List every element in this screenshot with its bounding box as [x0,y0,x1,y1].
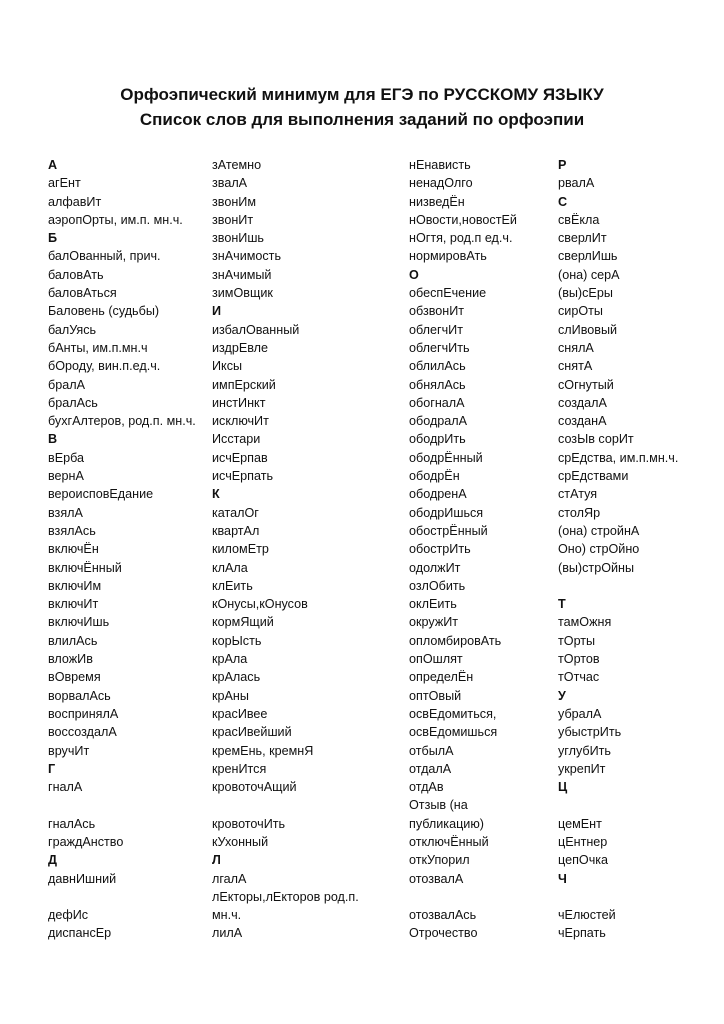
word-entry: кУхонный [212,834,269,849]
word-entry: вЕрба [48,450,85,465]
word-entry: граждАнство [48,834,124,849]
word-entry: ободренА [409,487,467,502]
word-entry: отозвалАсь [409,908,477,923]
word-entry: Отзыв (на [409,798,468,813]
letter-heading: Л [212,853,221,868]
word-entry: стАтуя [558,487,598,502]
word-entry: гналАсь [48,816,96,831]
word-entry: вручИт [48,743,90,758]
word-entry: квартАл [212,523,260,538]
word-entry: откУпорил [409,853,470,868]
word-entry: (вы)стрОйны [558,560,635,575]
word-entry: кремЕнь, кремнЯ [212,743,314,758]
word-entry: киломЕтр [212,542,269,557]
word-entry: снятА [558,359,593,374]
word-entry: исключИт [212,414,269,429]
word-entry: облилАсь [409,359,466,374]
word-entry: обострЁнный [409,523,488,538]
word-entry: нормировАть [409,249,487,264]
word-entry: звонИм [212,194,256,209]
word-entry: обогналА [409,395,465,410]
word-entry: тОрты [558,633,596,648]
word-entry: создалА [558,395,607,410]
word-entry: алфавИт [48,194,102,209]
word-entry: включИм [48,578,102,593]
word-entry: вероисповЕдание [48,487,154,502]
word-entry: вложИв [48,652,93,667]
letter-heading: Т [558,597,566,612]
letter-heading: У [558,688,566,703]
word-entry: бралА [48,377,85,392]
blank-row [212,796,404,814]
word-entry: обеспЕчение [409,286,487,301]
word-entry: бралАсь [48,395,98,410]
word-entry: озлОбить [409,578,466,593]
word-entry: бОроду, вин.п.ед.ч. [48,359,161,374]
word-entry: сверлИт [558,231,607,246]
word-column-3 [409,156,554,943]
word-entry: одолжИт [409,560,461,575]
word-entry: низведЁн [409,194,465,209]
word-entry: сверлИшь [558,249,618,264]
word-entry: включЁнный [48,560,122,575]
word-entry: вОвремя [48,670,101,685]
word-entry: клЕить [212,578,253,593]
word-entry: цепОчка [558,853,609,868]
word-entry: Иксы [212,359,243,374]
word-entry: баловАться [48,286,117,301]
word-column-4 [558,156,718,943]
word-entry: (она) серА [558,267,620,282]
word-entry: отключЁнный [409,834,489,849]
letter-heading: Г [48,761,56,776]
word-entry: воссоздалА [48,725,117,740]
word-entry: освЕдомиться, [409,706,497,721]
word-entry: клАла [212,560,248,575]
word-entry: (вы)сЕры [558,286,613,301]
word-entry: опОшлят [409,652,463,667]
word-entry: инстИнкт [212,395,266,410]
word-entry: знАчимый [212,267,272,282]
letter-heading: В [48,432,58,447]
word-entry: Отрочество [409,926,478,941]
word-entry: углубИть [558,743,611,758]
word-entry: опломбировАть [409,633,502,648]
word-entry: чЕрпать [558,926,606,941]
letter-heading: Ц [558,780,568,795]
letter-heading: Б [48,231,58,246]
word-entry: балУясь [48,322,97,337]
word-entry: красИвее [212,706,268,721]
word-entry: звонИт [212,212,254,227]
word-entry: гналА [48,780,83,795]
blank-row [558,577,718,595]
letter-heading: Д [48,853,57,868]
word-entry: свЁкла [558,212,600,227]
word-entry: включИшь [48,615,110,630]
word-entry: кровоточИть [212,816,286,831]
word-entry: столЯр [558,505,601,520]
page-title: Орфоэпический минимум для ЕГЭ по РУССКОМУ ЯЗЫКУ [120,85,604,104]
word-entry: ободрИшься [409,505,484,520]
word-entry: ободрИть [409,432,466,447]
word-entry: цемЕнт [558,816,602,831]
word-entry: красИвейший [212,725,292,740]
word-entry: мн.ч. [212,908,242,923]
word-column-2 [212,156,404,943]
word-entry: снялА [558,340,594,355]
blank-row [48,796,208,814]
word-column-1 [48,156,208,943]
word-entry: освЕдомишься [409,725,498,740]
word-entry: корЫсть [212,633,262,648]
word-entry: дефИс [48,908,89,923]
word-entry: зАтемно [212,158,262,172]
letter-heading: И [212,304,222,319]
word-entry: окружИт [409,615,459,630]
letter-heading: Р [558,158,567,172]
word-entry: исчЕрпать [212,469,274,484]
word-entry: крАлась [212,670,261,685]
word-entry: включИт [48,597,99,612]
word-entry: ободрЁнный [409,450,483,465]
word-entry: бухгАлтеров, род.п. мн.ч. [48,414,196,429]
word-entry: избалОванный [212,322,300,337]
word-entry: рвалА [558,176,595,191]
word-entry: аэропОрты, им.п. мн.ч. [48,212,183,227]
word-entry: бАнты, им.п.мн.ч [48,340,148,355]
word-entry: звонИшь [212,231,264,246]
word-entry: кОнусы,кОнусов [212,597,308,612]
word-entry: нЕнависть [409,158,471,172]
word-entry: обзвонИт [409,304,465,319]
word-entry: оптОвый [409,688,462,703]
word-entry: оклЕить [409,597,457,612]
word-entry: Оно) стрОйно [558,542,640,557]
word-entry: отдалА [409,761,452,776]
word-entry: (она) стройнА [558,523,640,538]
word-entry: крАла [212,652,248,667]
letter-heading: А [48,158,58,172]
word-entry: цЕнтнер [558,834,608,849]
letter-heading: Ч [558,871,567,886]
word-entry: слИвовый [558,322,618,337]
word-entry: балОванный, прич. [48,249,161,264]
word-entry: влилАсь [48,633,98,648]
word-entry: нОгтя, род.п ед.ч. [409,231,513,246]
word-entry: кренИтся [212,761,267,776]
word-entry: срЕдства, им.п.мн.ч. [558,450,679,465]
blank-row [558,796,718,814]
word-entry: чЕлюстей [558,908,616,923]
word-entry: отозвалА [409,871,464,886]
word-entry: включЁн [48,542,99,557]
word-entry: срЕдствами [558,469,629,484]
word-entry: лилА [212,926,243,941]
word-entry: взялА [48,505,83,520]
word-entry: исчЕрпав [212,450,268,465]
word-entry: издрЕвле [212,340,269,355]
word-entry: убралА [558,706,602,721]
word-entry: агЕнт [48,176,81,191]
page-subtitle: Список слов для выполнения заданий по орфоэпии [139,110,585,129]
letter-heading: С [558,194,568,209]
blank-row [409,888,554,906]
word-entry: обнялАсь [409,377,466,392]
word-entry: облегчИт [409,322,463,337]
word-entry: сирОты [558,304,603,319]
word-entry: знАчимость [212,249,282,264]
word-entry: каталОг [212,505,259,520]
word-entry: ненадОлго [409,176,473,191]
word-entry: публикацию) [409,816,484,831]
word-entry: отдАв [409,780,444,795]
word-entry: убыстрИть [558,725,622,740]
letter-heading: О [409,267,419,282]
word-entry: Исстари [212,432,261,447]
word-entry: облегчИть [409,340,470,355]
blank-row [558,888,718,906]
blank-row [48,888,208,906]
word-entry: звалА [212,176,248,191]
word-entry: взялАсь [48,523,96,538]
word-entry: Баловень (судьбы) [48,304,160,319]
word-entry: тОртов [558,652,600,667]
word-entry: укрепИт [558,761,606,776]
word-entry: давнИшний [48,871,117,886]
word-entry: диспансЕр [48,926,112,941]
word-entry: определЁн [409,670,474,685]
word-entry: созданА [558,414,607,429]
word-entry: обострИть [409,542,471,557]
word-entry: воспринялА [48,706,119,721]
letter-heading: К [212,487,220,502]
word-entry: лЕкторы,лЕкторов род.п. [212,889,359,904]
word-entry: ободралА [409,414,468,429]
word-entry: ободрЁн [409,469,460,484]
word-entry: крАны [212,688,249,703]
word-entry: импЕрский [212,377,276,392]
word-entry: ворвалАсь [48,688,111,703]
word-entry: зимОвщик [212,286,273,301]
word-entry: кормЯщий [212,615,274,630]
word-entry: вернА [48,469,84,484]
word-entry: нОвости,новостЕй [409,212,517,227]
word-entry: отбылА [409,743,454,758]
word-entry: тамОжня [558,615,612,630]
word-entry: сОгнутый [558,377,614,392]
word-entry: лгалА [212,871,247,886]
word-entry: баловАть [48,267,104,282]
word-entry: созЫв сорИт [558,432,634,447]
word-entry: тОтчас [558,670,600,685]
word-entry: кровоточАщий [212,780,297,795]
